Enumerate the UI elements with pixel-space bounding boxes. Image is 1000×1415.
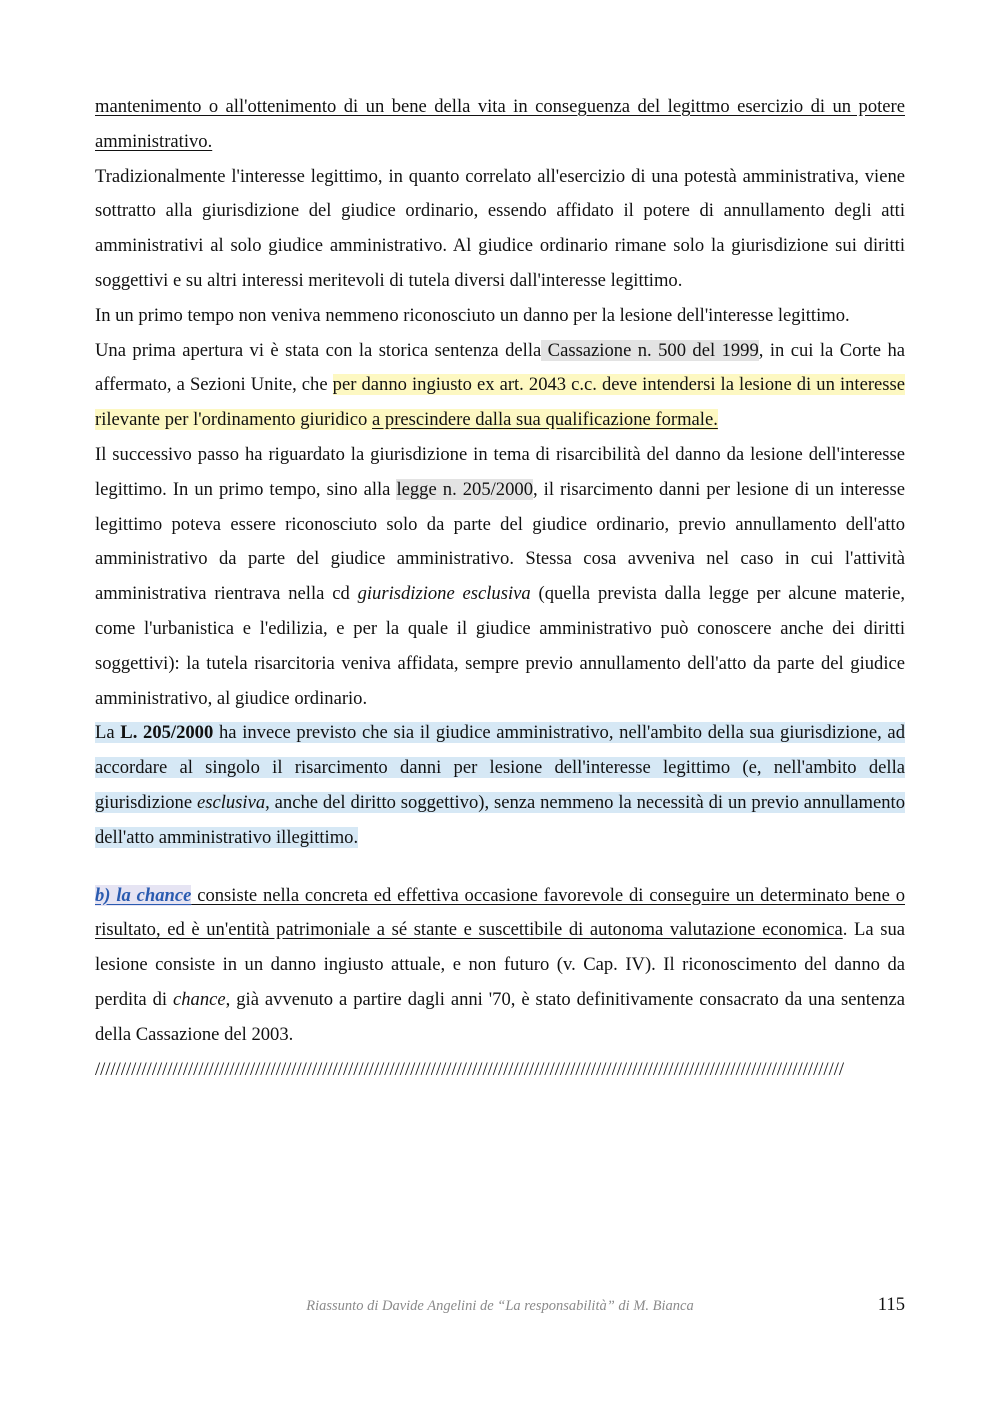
- paragraph-3: In un primo tempo non veniva nemmeno riconosciuto un danno per la lesione dell'interesse legittimo.: [95, 304, 850, 326]
- highlight-grey-cassazione: Cassazione n. 500 del 1999: [541, 339, 759, 361]
- paragraph-5: [95, 438, 905, 716]
- slash-separator: /////////////////////////////////////////////////////////////////////////////////////////////////////////////////////////////////////////////////: [95, 1058, 845, 1080]
- italic-text: giurisdizione esclusiva: [357, 583, 531, 605]
- italic-text: esclusiva: [196, 791, 266, 813]
- text-run: Una prima apertura vi è stata con la storica sentenza della: [95, 339, 542, 361]
- highlight-grey-legge: legge n. 205/2000: [396, 478, 533, 500]
- text-run: , in cui la Corte ha affermato, a Sezioni Unite, che: [95, 339, 905, 396]
- highlight-blue-l205: [95, 722, 905, 847]
- paragraph-4: [95, 334, 905, 438]
- paragraph-spacer: [95, 856, 905, 879]
- page-footer: Riassunto di Davide Angelini de “La responsabilità” di M. Bianca: [306, 1298, 694, 1314]
- section-heading-chance: b) la chance: [95, 884, 192, 906]
- page-number: 115: [877, 1294, 905, 1315]
- text-run: , il risarcimento danni per lesione di un interesse legittimo poteva essere riconosciuto solo da parte del giudice ordinario, previo annullamento dell'atto amministrativo da parte del giudice amministrativo. Stessa cosa avveniva nel caso in cui l'attività amministrativa rientrava nella cd: [95, 478, 905, 605]
- paragraph-2: Tradizionalmente l'interesse legittimo, in quanto correlato all'esercizio di una potestà amministrativa, viene sottratto alla giurisdizione del giudice ordinario, essendo affidato il potere di annullamento degli atti amministrativi al solo giudice amministrativo. Al giudice ordinario rimane solo la giurisdizione sui diritti soggettivi e su altri interessi meritevoli di tutela diversi dall'interesse legittimo.: [95, 165, 905, 291]
- text-run: La: [95, 722, 121, 744]
- underlined-text: consiste nella concreta ed effettiva occasione favorevole di conseguire un determinato bene o risultato, ed è un'entità patrimoniale a sé stante e suscettibile di autonoma valutazione economica: [95, 884, 905, 941]
- underlined-text: a prescindere dalla sua qualificazione formale.: [372, 409, 718, 431]
- text-run: . La sua lesione consiste in un danno ingiusto attuale, e non futuro (v. Cap. IV). Il riconoscimento del danno da perdita di: [95, 919, 906, 1010]
- text-run: ha invece previsto che sia il giudice amministrativo, nell'ambito della sua giurisdizione, ad accordare al singolo il risarcimento danni per lesione dell'interesse legittimo (e, nell'ambito della giurisdizione: [95, 722, 905, 813]
- text-run: Il successivo passo ha riguardato la giurisdizione in tema di risarcibilità del danno da lesione dell'interesse legittimo. In un primo tempo, sino alla: [95, 443, 905, 500]
- paragraph-1: [95, 90, 905, 160]
- document-body: [95, 90, 905, 1087]
- bold-text: L. 205/2000: [120, 722, 214, 744]
- italic-text: chance: [173, 988, 226, 1010]
- text-run: , già avvenuto a partire dagli anni '70, è stato definitivamente consacrato da una sentenza della Cassazione del 2003.: [95, 988, 905, 1045]
- text-run: per danno ingiusto ex art. 2043 c.c. deve intendersi la lesione di un interesse rilevante per l'ordinamento giuridico: [95, 374, 905, 431]
- paragraph-6: [95, 716, 905, 855]
- underlined-text: mantenimento o all'ottenimento di un bene della vita in conseguenza del legittmo esercizio di un potere amministrativo.: [95, 96, 905, 152]
- text-run: (quella prevista dalla legge per alcune materie, come l'urbanistica e l'edilizia, e per la quale il giudice amministrativo può conoscere anche dei diritti soggettivi): la tutela risarcitoria veniva affidata, sempre previo annullamento dell'atto da parte del giudice amministrativo, al giudice ordinario.: [95, 583, 905, 709]
- paragraph-7: [95, 879, 905, 1053]
- text-run: , anche del diritto soggettivo), senza nemmeno la necessità di un previo annullamento dell'atto amministrativo illegittimo.: [95, 791, 905, 848]
